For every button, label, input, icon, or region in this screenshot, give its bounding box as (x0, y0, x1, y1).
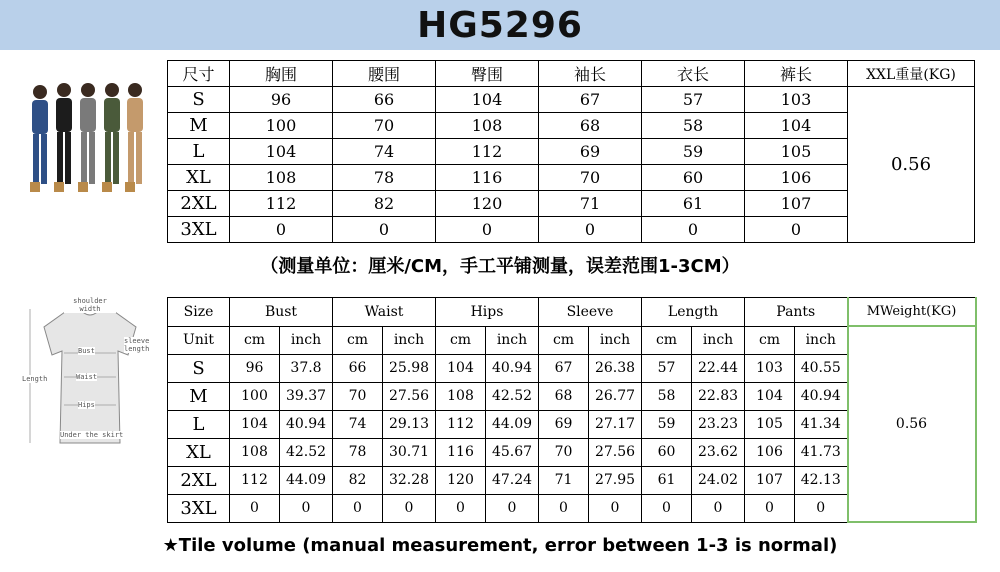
weight-cell: 0.56 (848, 87, 975, 243)
header-cell: Size (168, 298, 230, 327)
size-cell: L (168, 410, 230, 438)
value-cell: 40.94 (486, 354, 539, 382)
value-cell: 58 (642, 113, 745, 139)
value-cell: 107 (745, 466, 795, 494)
value-cell: 0 (589, 494, 642, 522)
header-cell: 胸围 (230, 61, 333, 87)
unit-cell: cm (745, 326, 795, 354)
header-cell: Pants (745, 298, 848, 327)
value-cell: 41.73 (795, 438, 848, 466)
value-cell: 32.28 (383, 466, 436, 494)
value-cell: 44.09 (280, 466, 333, 494)
value-cell: 78 (333, 165, 436, 191)
value-cell: 22.83 (692, 382, 745, 410)
value-cell: 0 (642, 217, 745, 243)
value-cell: 60 (642, 165, 745, 191)
value-cell: 120 (436, 466, 486, 494)
value-cell: 70 (333, 382, 383, 410)
unit-cell: inch (589, 326, 642, 354)
value-cell: 68 (539, 113, 642, 139)
value-cell: 67 (539, 87, 642, 113)
model-figure-5 (125, 83, 143, 192)
value-cell: 70 (333, 113, 436, 139)
hips-label: Hips (78, 401, 95, 409)
value-cell: 23.62 (692, 438, 745, 466)
header-cell: Waist (333, 298, 436, 327)
value-cell: 27.17 (589, 410, 642, 438)
unit-cell: cm (436, 326, 486, 354)
value-cell: 108 (230, 165, 333, 191)
header-cell: Sleeve (539, 298, 642, 327)
value-cell: 78 (333, 438, 383, 466)
unit-row (168, 326, 976, 354)
value-cell: 108 (436, 113, 539, 139)
size-cell: 2XL (168, 191, 230, 217)
value-cell: 74 (333, 410, 383, 438)
value-cell: 0 (539, 217, 642, 243)
value-cell: 23.23 (692, 410, 745, 438)
size-cell: M (168, 113, 230, 139)
value-cell: 44.09 (486, 410, 539, 438)
value-cell: 0 (383, 494, 436, 522)
header-cell: 裤长 (745, 61, 848, 87)
measurement-note-en: ★Tile volume (manual measurement, error between 1-3 is normal) (162, 535, 838, 556)
value-cell: 120 (436, 191, 539, 217)
value-cell: 66 (333, 87, 436, 113)
value-cell: 0 (436, 217, 539, 243)
value-cell: 100 (230, 382, 280, 410)
value-cell: 0 (436, 494, 486, 522)
model-figure-3 (78, 83, 96, 192)
value-cell: 0 (333, 217, 436, 243)
value-cell: 39.37 (280, 382, 333, 410)
size-table-cn (167, 60, 975, 243)
unit-cell: inch (692, 326, 745, 354)
value-cell: 0 (795, 494, 848, 522)
under-skirt-label: Under the skirt (60, 431, 124, 439)
value-cell: 59 (642, 139, 745, 165)
value-cell: 82 (333, 191, 436, 217)
value-cell: 60 (642, 438, 692, 466)
value-cell: 41.34 (795, 410, 848, 438)
value-cell: 104 (436, 354, 486, 382)
value-cell: 24.02 (692, 466, 745, 494)
value-cell: 0 (539, 494, 589, 522)
size-cell: L (168, 139, 230, 165)
shoulder-width-label: shoulder width (64, 297, 116, 313)
value-cell: 70 (539, 438, 589, 466)
header-cell: Hips (436, 298, 539, 327)
size-table-en (167, 297, 977, 523)
table-header-row (168, 298, 976, 327)
value-cell: 106 (745, 438, 795, 466)
value-cell: 0 (745, 494, 795, 522)
product-code-title: HG5296 (417, 4, 583, 46)
value-cell: 0 (333, 494, 383, 522)
header-cell: 袖长 (539, 61, 642, 87)
value-cell: 26.38 (589, 354, 642, 382)
unit-cell: cm (333, 326, 383, 354)
value-cell: 68 (539, 382, 589, 410)
table-header-row (168, 61, 975, 87)
value-cell: 57 (642, 87, 745, 113)
unit-cell: inch (795, 326, 848, 354)
model-figure-2 (54, 83, 72, 192)
size-cell: 3XL (168, 494, 230, 522)
value-cell: 105 (745, 139, 848, 165)
size-cell: XL (168, 165, 230, 191)
value-cell: 0 (486, 494, 539, 522)
sleeve-length-label: sleeve length (124, 337, 158, 353)
weight-header-cell: MWeight(KG) (848, 298, 976, 327)
value-cell: 25.98 (383, 354, 436, 382)
value-cell: 66 (333, 354, 383, 382)
size-cell: 2XL (168, 466, 230, 494)
table-row (168, 87, 975, 113)
value-cell: 104 (745, 382, 795, 410)
value-cell: 108 (436, 382, 486, 410)
header-cell: Bust (230, 298, 333, 327)
value-cell: 107 (745, 191, 848, 217)
value-cell: 0 (230, 494, 280, 522)
length-label: Length (22, 375, 48, 383)
value-cell: 116 (436, 165, 539, 191)
value-cell: 96 (230, 354, 280, 382)
unit-cell: cm (642, 326, 692, 354)
header-cell: 衣长 (642, 61, 745, 87)
value-cell: 58 (642, 382, 692, 410)
bust-label: Bust (78, 347, 95, 355)
value-cell: 71 (539, 466, 589, 494)
unit-label-cell: Unit (168, 326, 230, 354)
value-cell: 0 (692, 494, 745, 522)
unit-cell: inch (383, 326, 436, 354)
value-cell: 0 (280, 494, 333, 522)
size-cell: S (168, 354, 230, 382)
value-cell: 74 (333, 139, 436, 165)
value-cell: 59 (642, 410, 692, 438)
header-cell: 尺寸 (168, 61, 230, 87)
value-cell: 70 (539, 165, 642, 191)
value-cell: 40.94 (280, 410, 333, 438)
value-cell: 69 (539, 410, 589, 438)
value-cell: 22.44 (692, 354, 745, 382)
value-cell: 26.77 (589, 382, 642, 410)
value-cell: 0 (745, 217, 848, 243)
value-cell: 112 (230, 466, 280, 494)
value-cell: 104 (436, 87, 539, 113)
value-cell: 96 (230, 87, 333, 113)
value-cell: 112 (436, 139, 539, 165)
value-cell: 67 (539, 354, 589, 382)
value-cell: 42.13 (795, 466, 848, 494)
value-cell: 103 (745, 87, 848, 113)
value-cell: 45.67 (486, 438, 539, 466)
value-cell: 0 (642, 494, 692, 522)
value-cell: 69 (539, 139, 642, 165)
value-cell: 30.71 (383, 438, 436, 466)
models-photo (22, 78, 150, 202)
value-cell: 116 (436, 438, 486, 466)
value-cell: 29.13 (383, 410, 436, 438)
measurement-note-cn: （测量单位：厘米/CM，手工平铺测量，误差范围1-3CM） (260, 256, 740, 277)
value-cell: 0 (230, 217, 333, 243)
value-cell: 112 (436, 410, 486, 438)
header-cell: 臀围 (436, 61, 539, 87)
unit-cell: cm (539, 326, 589, 354)
value-cell: 71 (539, 191, 642, 217)
title-banner (0, 0, 1000, 50)
unit-cell: inch (486, 326, 539, 354)
unit-cell: cm (230, 326, 280, 354)
value-cell: 40.94 (795, 382, 848, 410)
size-cell: S (168, 87, 230, 113)
value-cell: 61 (642, 191, 745, 217)
value-cell: 40.55 (795, 354, 848, 382)
value-cell: 27.56 (589, 438, 642, 466)
value-cell: 105 (745, 410, 795, 438)
value-cell: 42.52 (280, 438, 333, 466)
value-cell: 27.56 (383, 382, 436, 410)
value-cell: 61 (642, 466, 692, 494)
value-cell: 47.24 (486, 466, 539, 494)
value-cell: 100 (230, 113, 333, 139)
header-cell: XXL重量(KG) (848, 61, 975, 87)
model-figure-4 (102, 83, 120, 192)
value-cell: 108 (230, 438, 280, 466)
value-cell: 106 (745, 165, 848, 191)
size-cell: M (168, 382, 230, 410)
waist-label: Waist (76, 373, 98, 381)
value-cell: 103 (745, 354, 795, 382)
model-figure-1 (30, 85, 48, 192)
value-cell: 112 (230, 191, 333, 217)
garment-diagram (20, 293, 160, 453)
unit-cell: inch (280, 326, 333, 354)
value-cell: 82 (333, 466, 383, 494)
header-cell: 腰围 (333, 61, 436, 87)
value-cell: 27.95 (589, 466, 642, 494)
size-cell: XL (168, 438, 230, 466)
value-cell: 104 (230, 410, 280, 438)
value-cell: 104 (745, 113, 848, 139)
value-cell: 57 (642, 354, 692, 382)
value-cell: 37.8 (280, 354, 333, 382)
value-cell: 42.52 (486, 382, 539, 410)
header-cell: Length (642, 298, 745, 327)
size-cell: 3XL (168, 217, 230, 243)
value-cell: 104 (230, 139, 333, 165)
weight-cell: 0.56 (848, 326, 976, 522)
